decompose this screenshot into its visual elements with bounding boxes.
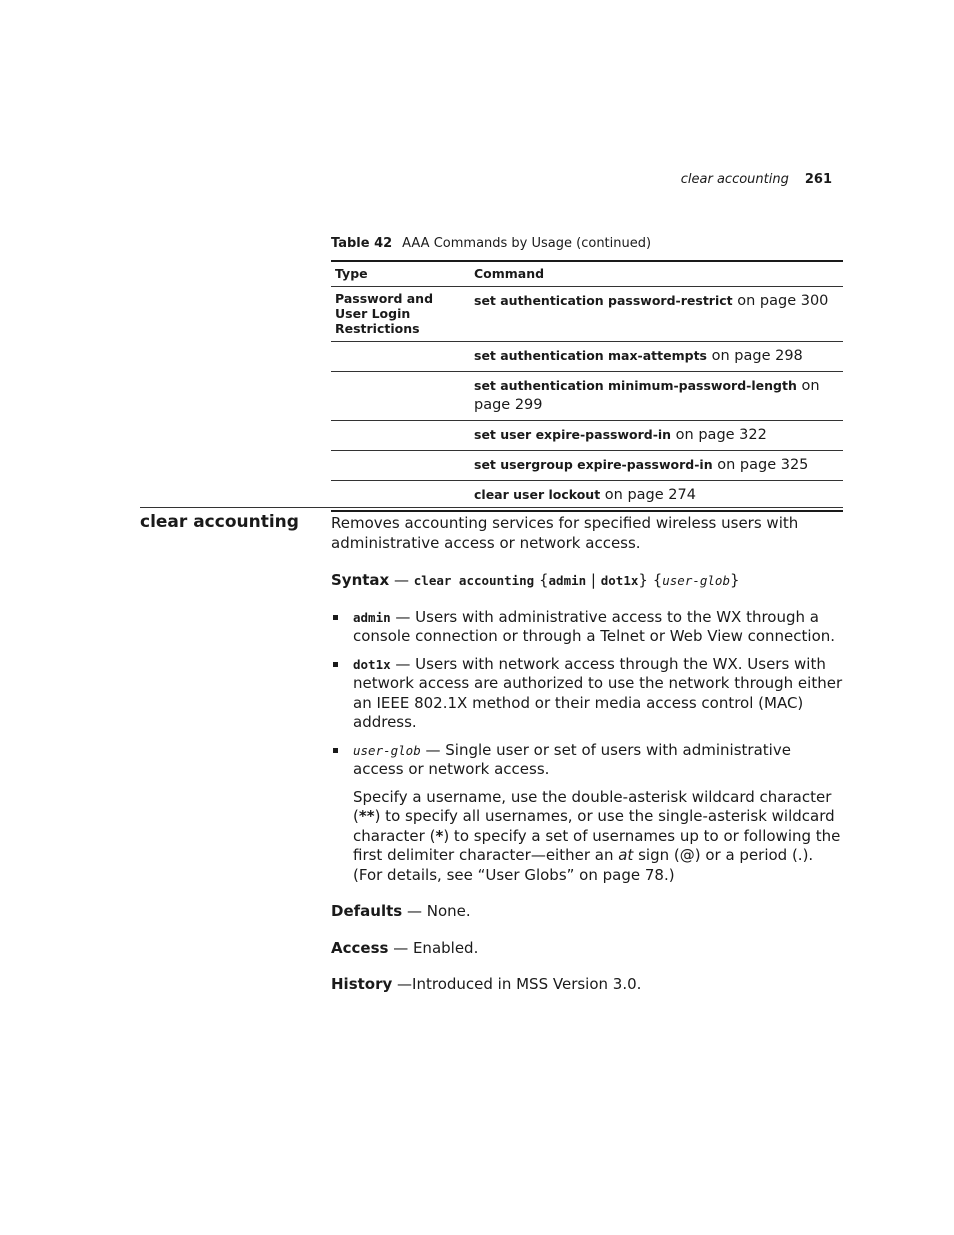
syntax-brace-open: { xyxy=(534,571,549,589)
table-caption-number: Table 42 xyxy=(331,236,393,251)
bullet-icon xyxy=(333,662,338,667)
syntax-label: Syntax xyxy=(331,571,390,589)
history-text: —Introduced in MSS Version 3.0. xyxy=(392,975,642,993)
list-item xyxy=(331,608,843,647)
table-row xyxy=(331,451,843,481)
row-command xyxy=(470,342,843,372)
syntax-option-admin: admin xyxy=(548,573,587,588)
param-description: — Users with administrative access to the WX through a console connection or through a Telnet or Web View connection. xyxy=(353,607,836,645)
access-text: — Enabled. xyxy=(388,938,479,957)
running-header xyxy=(540,172,832,187)
detail-text: Specify a username, use the double-asterisk wildcard character ( xyxy=(353,787,832,825)
table-row xyxy=(331,342,843,372)
row-type: Password and User Login Restrictions xyxy=(331,287,470,342)
syntax-arg-user-glob: user-glob xyxy=(662,573,730,588)
user-glob-detail xyxy=(331,788,843,886)
section-body xyxy=(331,514,843,995)
aaa-commands-table xyxy=(331,260,843,512)
detail-text: sign (@) or a period (.). (For details, see “User Globs” on page 78.) xyxy=(353,846,814,884)
row-type xyxy=(331,372,470,421)
command-link[interactable]: set authentication max-attempts xyxy=(474,348,707,363)
detail-italic: at xyxy=(618,846,634,864)
page-reference: on page 274 xyxy=(600,487,696,503)
syntax-line xyxy=(331,571,843,591)
parameter-list xyxy=(331,608,843,780)
command-link[interactable]: set authentication minimum-password-length xyxy=(474,378,797,393)
page-number: 261 xyxy=(804,172,832,187)
table-row xyxy=(331,421,843,451)
list-item xyxy=(331,655,843,733)
command-link[interactable]: clear user lockout xyxy=(474,487,601,502)
list-item xyxy=(331,741,843,780)
row-type xyxy=(331,451,470,481)
detail-text: ) to specify a set of usernames up to or following the first delimiter character—either an xyxy=(353,826,841,864)
param-description: — Users with network access through the WX. Users with network access are authorized to use the network through either an IEEE 802.1X method or their media access control (MAC) address. xyxy=(353,654,843,731)
row-command xyxy=(470,451,843,481)
param-name: user-glob xyxy=(353,742,421,758)
table-caption-text: AAA Commands by Usage (continued) xyxy=(402,236,652,251)
command-link[interactable]: set user expire-password-in xyxy=(474,427,672,442)
table-header-row xyxy=(331,261,843,287)
history-line xyxy=(331,975,843,995)
param-name: dot1x xyxy=(353,656,391,672)
access-line xyxy=(331,939,843,959)
defaults-label: Defaults xyxy=(331,902,403,920)
section-divider xyxy=(140,507,843,508)
page-reference: on page 299 xyxy=(474,378,820,413)
row-command xyxy=(470,372,843,421)
page-reference: on page 298 xyxy=(707,348,803,364)
param-name: admin xyxy=(353,609,391,625)
row-type xyxy=(331,342,470,372)
table-caption xyxy=(331,236,651,251)
syntax-arg-close: } xyxy=(729,571,740,589)
access-label: Access xyxy=(331,938,389,957)
detail-text: ) to specify all usernames, or use the single-asterisk wildcard character ( xyxy=(353,807,835,845)
syntax-option-dot1x: dot1x xyxy=(600,573,639,588)
page-reference: on page 325 xyxy=(712,457,809,473)
bullet-icon xyxy=(333,748,338,753)
row-type xyxy=(331,421,470,451)
command-link[interactable]: set usergroup expire-password-in xyxy=(474,457,713,472)
defaults-text: — None. xyxy=(402,902,471,920)
row-command xyxy=(470,421,843,451)
param-description: — Single user or set of users with administrative access or network access. xyxy=(353,740,791,778)
defaults-line xyxy=(331,902,843,922)
syntax-brace-close: } xyxy=(638,571,648,589)
column-header-type: Type xyxy=(331,261,470,287)
section-description: Removes accounting services for specified wireless users with administrative access or network access. xyxy=(331,514,799,552)
detail-bold: * xyxy=(435,826,444,845)
syntax-command: clear accounting xyxy=(413,573,535,588)
detail-bold: ** xyxy=(358,807,375,825)
table-row xyxy=(331,372,843,421)
bullet-icon xyxy=(333,615,338,620)
page-reference: on page 300 xyxy=(732,293,829,309)
table-row xyxy=(331,287,843,342)
page-reference: on page 322 xyxy=(671,427,767,443)
row-command xyxy=(470,287,843,342)
command-link[interactable]: set authentication password-restrict xyxy=(474,293,733,308)
syntax-dash: — xyxy=(389,571,414,589)
running-header-title: clear accounting xyxy=(680,172,789,187)
section-title: clear accounting xyxy=(140,512,299,532)
history-label: History xyxy=(331,975,393,993)
syntax-arg-open: { xyxy=(647,571,663,589)
syntax-separator: | xyxy=(586,571,601,589)
column-header-command: Command xyxy=(470,261,843,287)
